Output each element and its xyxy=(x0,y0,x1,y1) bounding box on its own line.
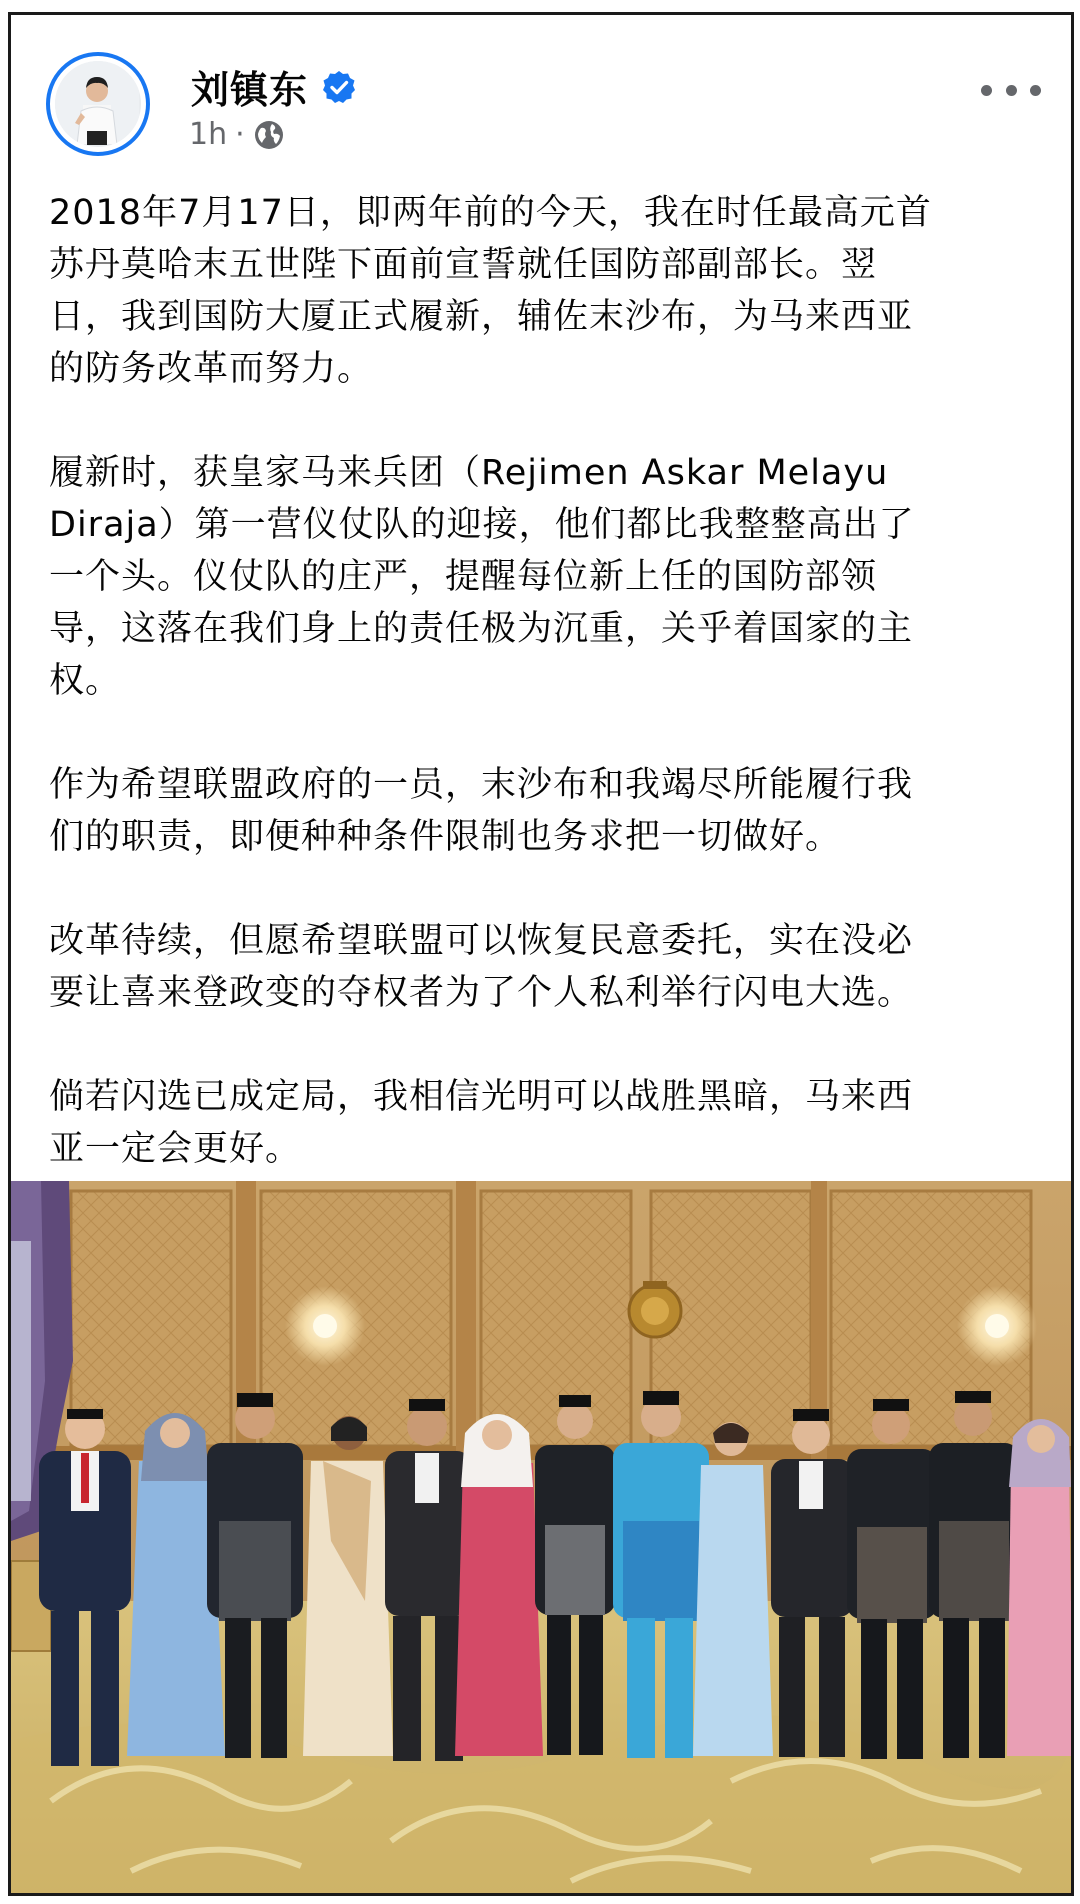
post-paragraph: 作为希望联盟政府的一员，末沙布和我竭尽所能履行我 们的职责，即便种种条件限制也务求把一切做好。 xyxy=(49,765,914,857)
group-photo xyxy=(11,1181,1071,1893)
globe-icon[interactable] xyxy=(253,119,285,151)
avatar-photo xyxy=(55,61,141,147)
more-options-icon xyxy=(981,85,992,96)
more-options-button[interactable] xyxy=(981,75,1041,105)
more-dot xyxy=(1030,85,1041,96)
post-paragraph: 倘若闪选已成定局，我相信光明可以战胜黑暗，马来西 亚一定会更好。 xyxy=(49,1077,914,1169)
post-photo[interactable] xyxy=(11,1181,1071,1893)
post-time[interactable]: 1h xyxy=(189,117,228,152)
post-paragraph: 改革待续，但愿希望联盟可以恢复民意委托，实在没必 要让喜来登政变的夺权者为了个人私利举行闪电大选。 xyxy=(49,921,914,1013)
post-paragraph: 履新时，获皇家马来兵团（Rejimen Askar Melayu Diraja）第一营仪仗队的迎接，他们都比我整整高出了 一个头。仪仗队的庄严，提醒每位新上任的国防部领 导，这落在我们身上的责任极为沉重，关乎着国家的主 权。 xyxy=(49,453,915,701)
post-card xyxy=(8,12,1074,1896)
post-body xyxy=(49,187,1049,1175)
more-dot xyxy=(1006,85,1017,96)
author-row xyxy=(191,59,356,114)
post-header xyxy=(11,15,1071,165)
meta-separator: · xyxy=(235,117,245,152)
avatar-portrait xyxy=(55,61,139,145)
avatar[interactable] xyxy=(46,52,150,156)
post-paragraph: 2018年7月17日，即两年前的今天，我在时任最高元首 苏丹莫哈末五世陛下面前宣誓就任国防部副部长。翌 日，我到国防大厦正式履新，辅佐末沙布，为马来西亚 的防务改革而努力。 xyxy=(49,193,932,389)
verified-badge-icon xyxy=(322,70,356,104)
post-meta xyxy=(189,117,285,152)
author-name[interactable]: 刘镇东 xyxy=(191,68,309,112)
